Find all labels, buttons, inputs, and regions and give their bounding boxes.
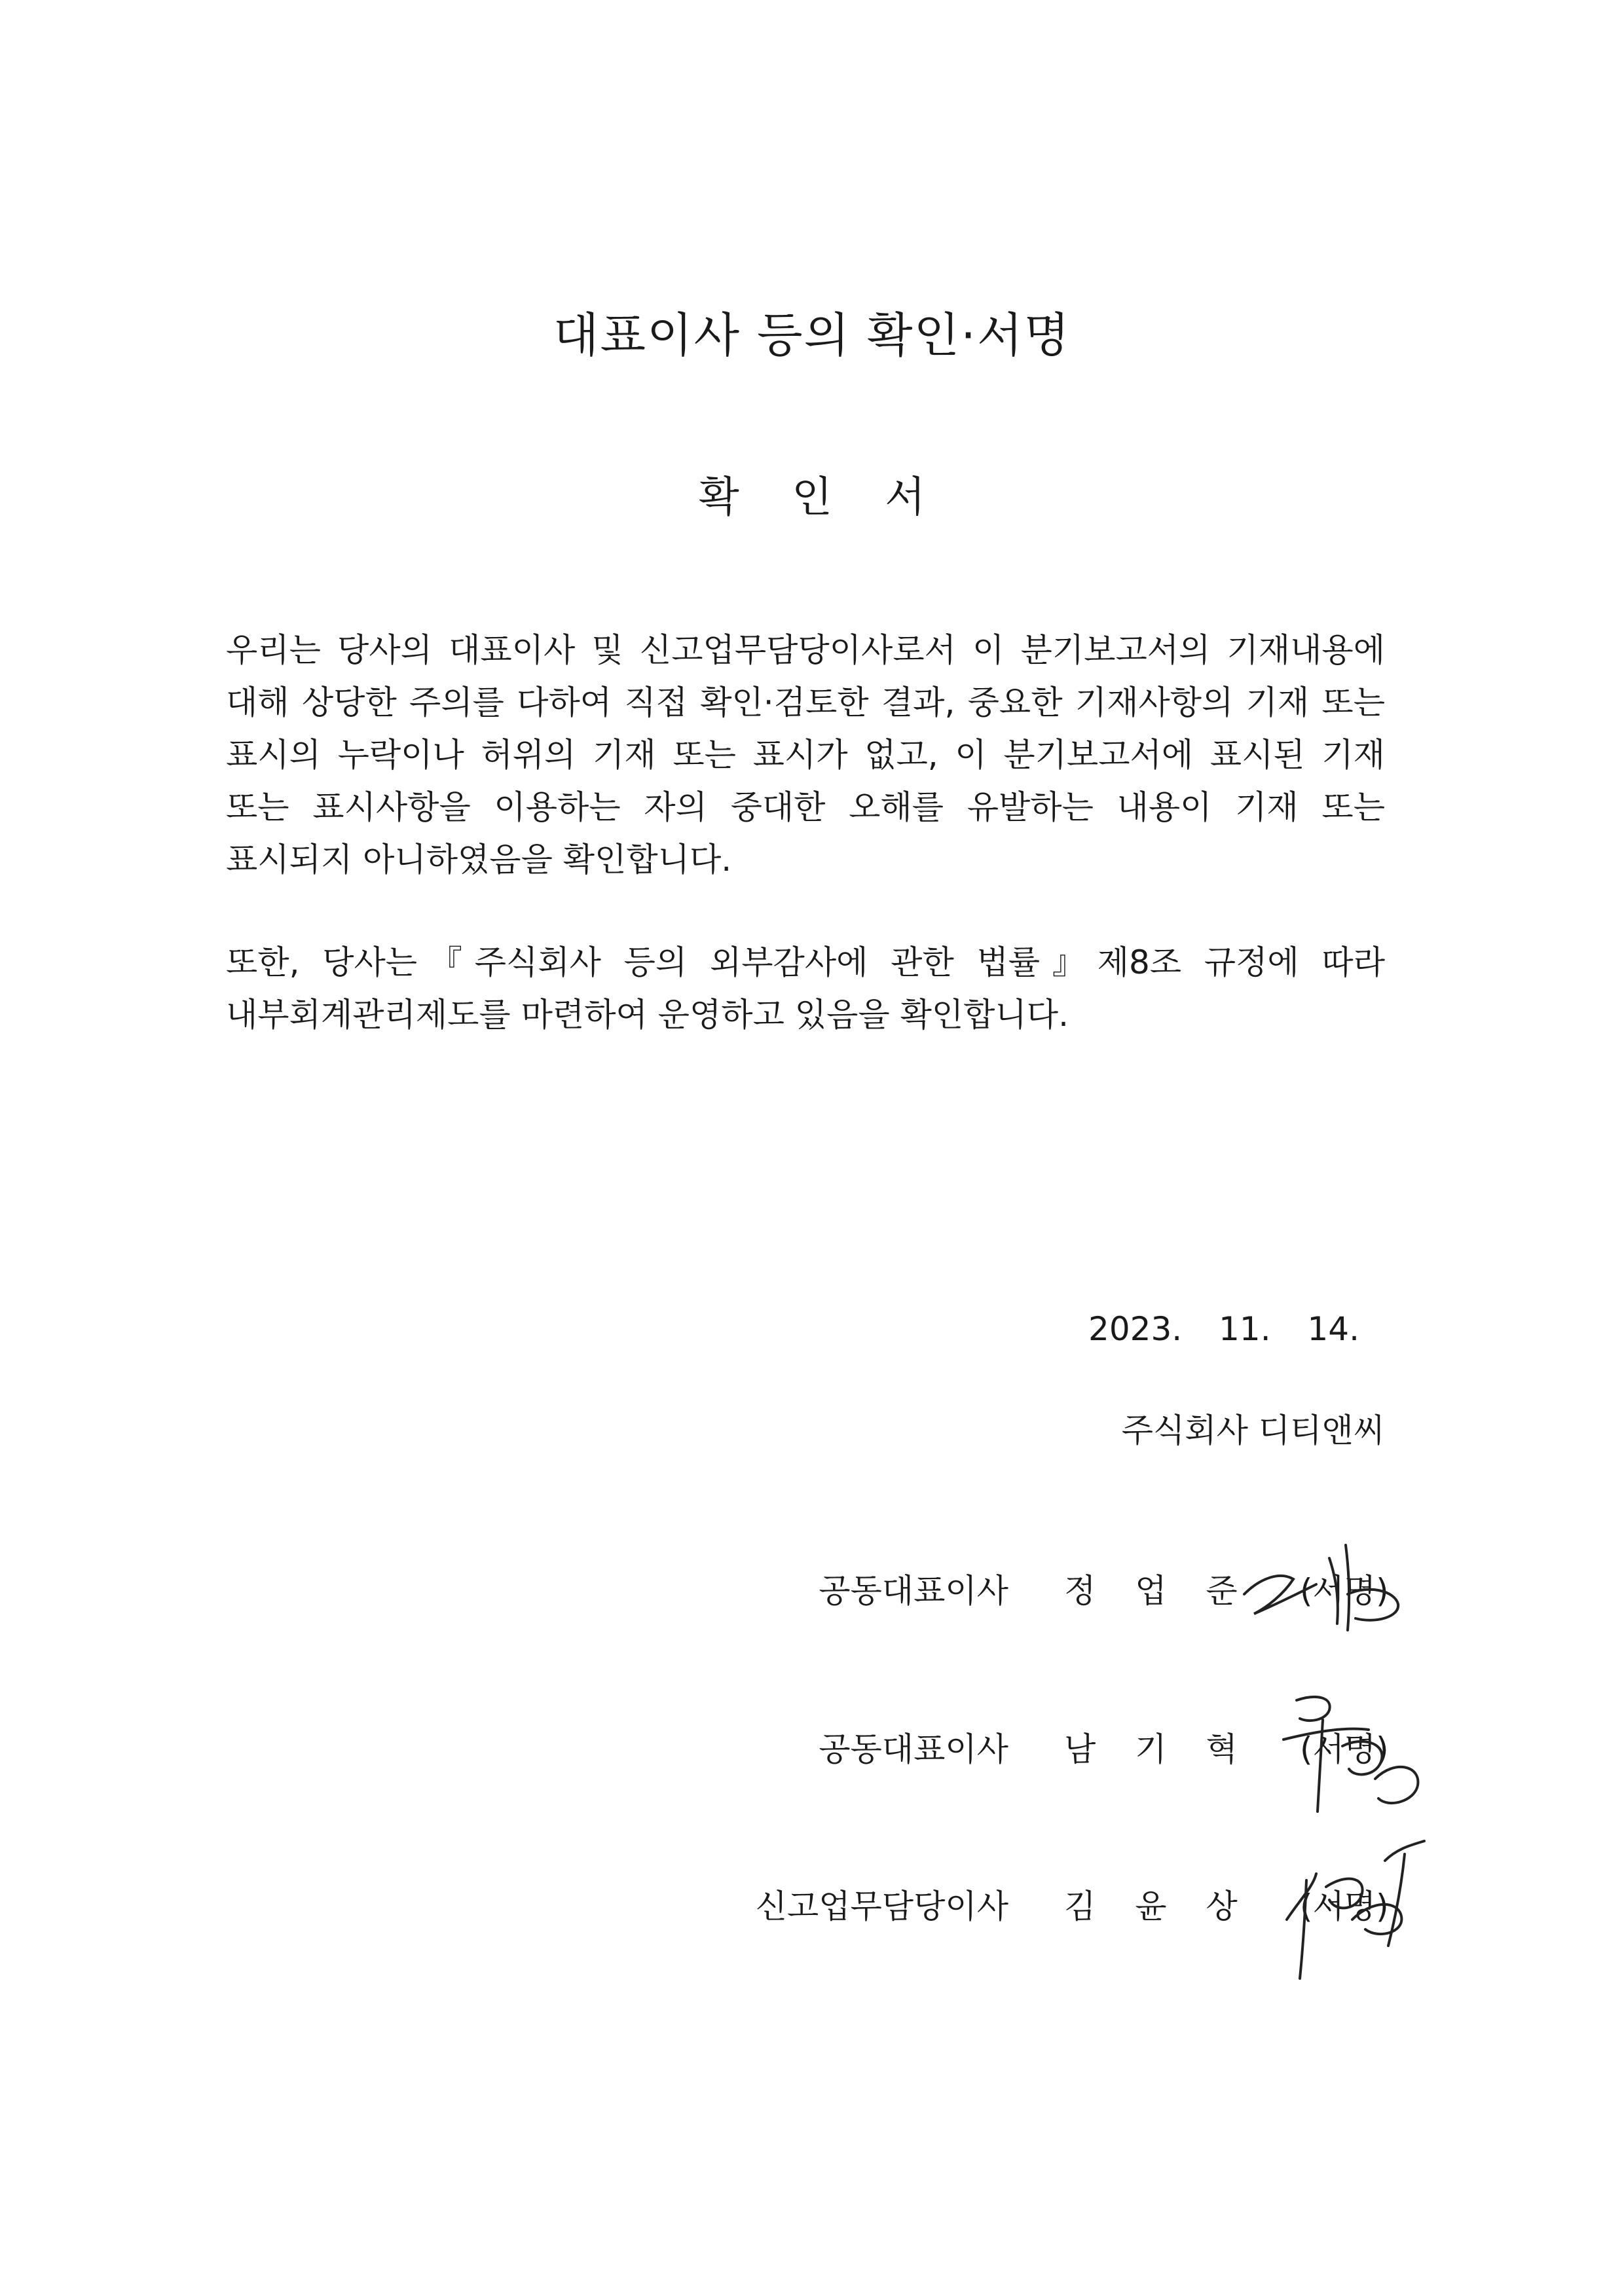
signatory-title: 신고업무담당이사 (755, 1887, 1008, 1925)
page-title: 대표이사 등의 확인·서명 (553, 308, 1071, 363)
signatory-name: 김 윤 상 (1064, 1887, 1252, 1925)
document-date: 2023. 11. 14. (1088, 1310, 1359, 1348)
signature-placeholder: (서명) (1300, 1572, 1389, 1610)
confirmation-paragraph: 우리는 당사의 대표이사 및 신고업무담당이사로서 이 분기보고서의 기재내용에 대해 상당한 주의를 다하여 직접 확인·검토한 결과, 중요한 기재사항의 기재 또는 표시의 누락이나 허위의 기재 또는 표시가 없고, 이 분기보고서에 표시된 기재 또는 표시사항을 이용하는 자의 중대한 오해를 유발하는 내용이 기재 또는 표시되지 아니하였음을 확인합니다. (226, 631, 1385, 879)
handwritten-signature (1231, 1532, 1428, 1650)
signatory-row (0, 1874, 1624, 1939)
signatory-row (0, 1558, 1624, 1624)
signatory-name: 남 기 혁 (1064, 1730, 1252, 1768)
signatory-row (0, 1717, 1624, 1782)
signature-placeholder: (서명) (1300, 1887, 1389, 1925)
handwritten-signature (1267, 1821, 1437, 1992)
signature-placeholder: (서명) (1300, 1730, 1389, 1768)
internal-control-paragraph: 또한, 당사는『주식회사 등의 외부감사에 관한 법률』제8조 규정에 따라 내부회계관리제도를 마련하여 운영하고 있음을 확인합니다. (226, 943, 1385, 1034)
document-subtitle: 확 인 서 (698, 473, 926, 522)
company-name: 주식회사 디티앤씨 (1121, 1412, 1385, 1449)
signatory-title: 공동대표이사 (819, 1572, 1008, 1610)
handwritten-signature (1270, 1681, 1441, 1825)
signatory-name: 정 업 준 (1064, 1572, 1252, 1610)
signatory-title: 공동대표이사 (819, 1730, 1008, 1768)
